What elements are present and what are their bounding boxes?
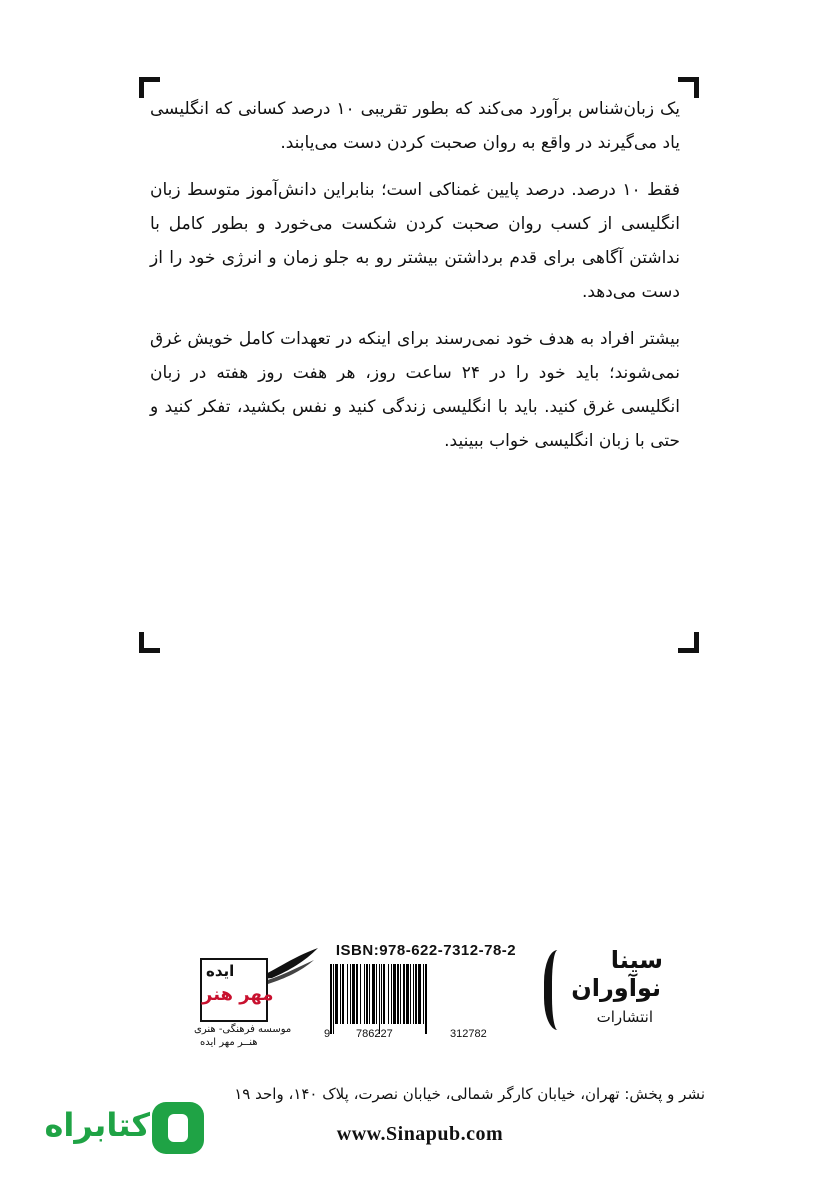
- logo-row: [0, 940, 840, 1050]
- ketabrah-logo-icon: [152, 1102, 204, 1154]
- watermark-text: کتابراه: [44, 1106, 150, 1144]
- frame-corner-bottom-right: [678, 632, 699, 653]
- publisher-logo: [540, 940, 675, 1040]
- back-cover-text: [150, 92, 680, 471]
- barcode-digit-first: 9: [324, 1028, 331, 1040]
- art-logo-subtitle2: هنــر مهر ایده: [200, 1037, 258, 1048]
- frame-corner-bottom-left: [139, 632, 160, 653]
- barcode-bars: [330, 964, 522, 1024]
- paragraph-3: بیشتر افراد به هدف خود نمی‌رسند برای اینکه در تعهدات کامل خویش غرق نمی‌شوند؛ باید خود را در ۲۴ ساعت روز، هر هفت روز هفته در زبان انگلیسی غرق کنید. باید با انگلیسی زندگی کنید و نفس بکشید، تفکر کنید و حتی با زبان انگلیسی خواب ببینید.: [150, 329, 680, 451]
- paragraph-1: یک زبان‌شناس برآورد می‌کند که بطور تقریبی ۱۰ درصد کسانی که انگلیسی یاد می‌گیرند در واقع به روان صحبت کردن دست می‌یابند.: [150, 99, 680, 153]
- isbn-barcode: [322, 940, 530, 1050]
- frame-corner-top-right: [678, 77, 699, 98]
- publisher-name-line2: نوآوران: [571, 974, 661, 1002]
- art-logo-title2: مهر هنر: [202, 984, 274, 1005]
- barcode-digits-right: 312782: [450, 1028, 487, 1040]
- website-url[interactable]: www.Sinapub.com: [336, 1123, 504, 1145]
- ketabrah-watermark: [40, 1100, 210, 1160]
- publisher-name-line3: انتشارات: [596, 1008, 653, 1026]
- distribution-address: نشر و پخش: تهران، خیابان کارگر شمالی، خیابان نصرت، پلاک ۱۴۰، واحد ۱۹: [234, 1085, 705, 1103]
- barcode-bar: [427, 964, 428, 1034]
- isbn-label: ISBN:978-622-7312-78-2: [335, 942, 517, 959]
- art-logo-subtitle1: موسسه فرهنگی- هنری: [194, 1024, 292, 1035]
- barcode-digits-left: 786227: [356, 1028, 393, 1040]
- paragraph-2: فقط ۱۰ درصد. درصد پایین غمناکی است؛ بنابراین دانش‌آموز متوسط زبان انگلیسی از کسب روان صحبت کردن شکست می‌خورد و بطور کامل با نداشتن آگاهی برای قدم برداشتن بیشتر رو به جلو زمان و انرژی خود را از دست می‌دهد.: [150, 180, 680, 302]
- publisher-name-line1: سینا: [610, 946, 663, 974]
- art-institute-logo: [190, 940, 320, 1050]
- art-logo-title1: ایده: [206, 962, 235, 980]
